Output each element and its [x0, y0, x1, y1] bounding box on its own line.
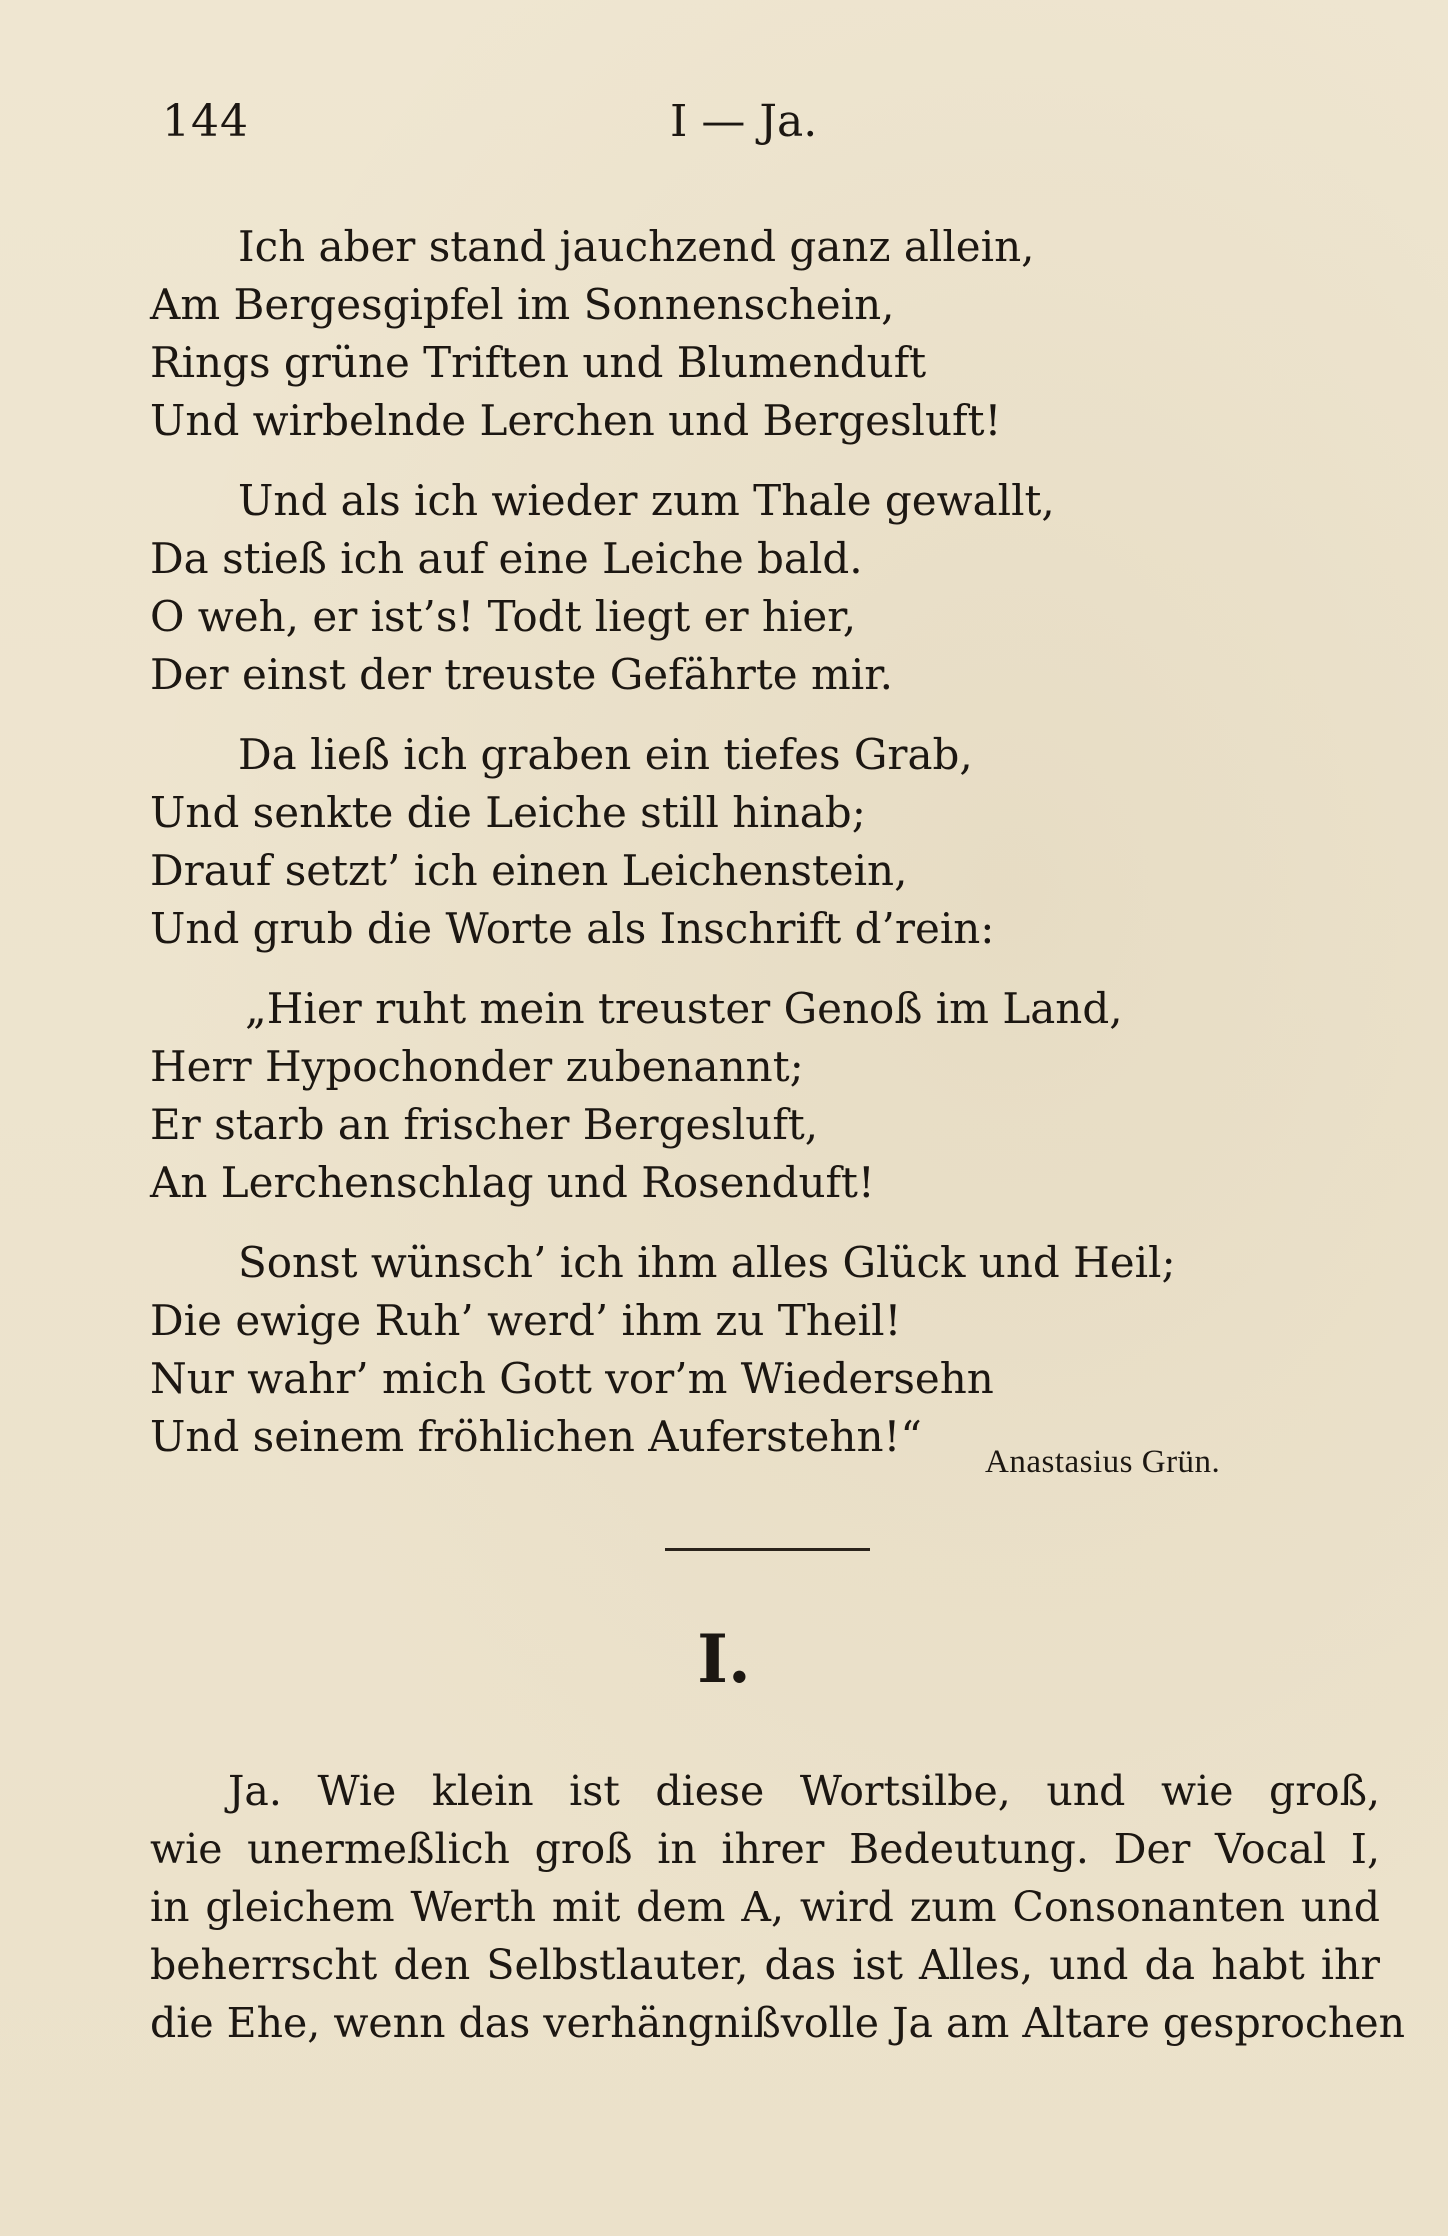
poem-line: Drauf setzt’ ich einen Leichenstein, — [150, 846, 908, 895]
page-number: 144 — [162, 96, 249, 147]
poem-line: Rings grüne Triften und Blumenduft — [150, 338, 927, 387]
poem-stanza — [150, 980, 1300, 1212]
poem-line: Herr Hypochonder zubenannt; — [150, 1042, 804, 1091]
entry-line-text: in gleichem Werth mit dem A, wird zum Consonanten und — [150, 1883, 1380, 1931]
poem-line: Da ließ ich graben ein tiefes Grab, — [238, 730, 973, 779]
entry-line — [150, 1994, 1406, 2052]
entry-line-text: Ja. Wie klein ist diese Wortsilbe, und wie groß, — [228, 1767, 1380, 1815]
poem-line: O weh, er ist’s! Todt liegt er hier, — [150, 592, 857, 641]
poem-line: Sonst wünsch’ ich ihm alles Glück und Heil; — [238, 1238, 1176, 1287]
poem-line: Da stieß ich auf eine Leiche bald. — [150, 534, 863, 583]
poem-line: Und seinem fröhlichen Auferstehn!“ — [150, 1412, 922, 1461]
poem — [150, 218, 1300, 1488]
running-head: I — Ja. — [670, 96, 818, 147]
poem-stanza — [150, 726, 1300, 958]
poem-stanza — [150, 472, 1300, 704]
poem-line: Und senkte die Leiche still hinab; — [150, 788, 866, 837]
poem-line: Und grub die Worte als Inschrift d’rein: — [150, 904, 995, 953]
entry-line-text: beherrscht den Selbstlauter, das ist Alles, und da habt ihr — [150, 1941, 1380, 1989]
entry-line — [150, 1762, 1380, 1820]
poem-line: Die ewige Ruh’ werd’ ihm zu Theil! — [150, 1296, 902, 1345]
poem-line: Nur wahr’ mich Gott vor’m Wiedersehn — [150, 1354, 994, 1403]
entry-line — [150, 1878, 1380, 1936]
poem-line: An Lerchenschlag und Rosenduft! — [150, 1158, 875, 1207]
poem-author: Anastasius Grün. — [985, 1444, 1221, 1480]
poem-stanza — [150, 1234, 1300, 1466]
poem-line: Am Bergesgipfel im Sonnenschein, — [150, 280, 895, 329]
poem-line: Und als ich wieder zum Thale gewallt, — [238, 476, 1055, 525]
section-heading: I. — [697, 1620, 751, 1698]
poem-line: „Hier ruht mein treuster Genoß im Land, — [245, 984, 1123, 1033]
poem-stanza — [150, 218, 1300, 450]
dictionary-entry — [150, 1762, 1406, 2052]
entry-line — [150, 1936, 1380, 1994]
poem-line: Und wirbelnde Lerchen und Bergesluft! — [150, 396, 1002, 445]
section-divider — [665, 1548, 870, 1551]
poem-line: Er starb an frischer Bergesluft, — [150, 1100, 819, 1149]
page-header — [150, 96, 1290, 156]
poem-line: Der einst der treuste Gefährte mir. — [150, 650, 894, 699]
entry-line-text: die Ehe, wenn das verhängnißvolle Ja am Altare gesprochen — [150, 1999, 1406, 2047]
poem-line: Ich aber stand jauchzend ganz allein, — [238, 222, 1035, 271]
entry-line — [150, 1820, 1380, 1878]
entry-line-text: wie unermeßlich groß in ihrer Bedeutung. Der Vocal I, — [150, 1825, 1380, 1873]
